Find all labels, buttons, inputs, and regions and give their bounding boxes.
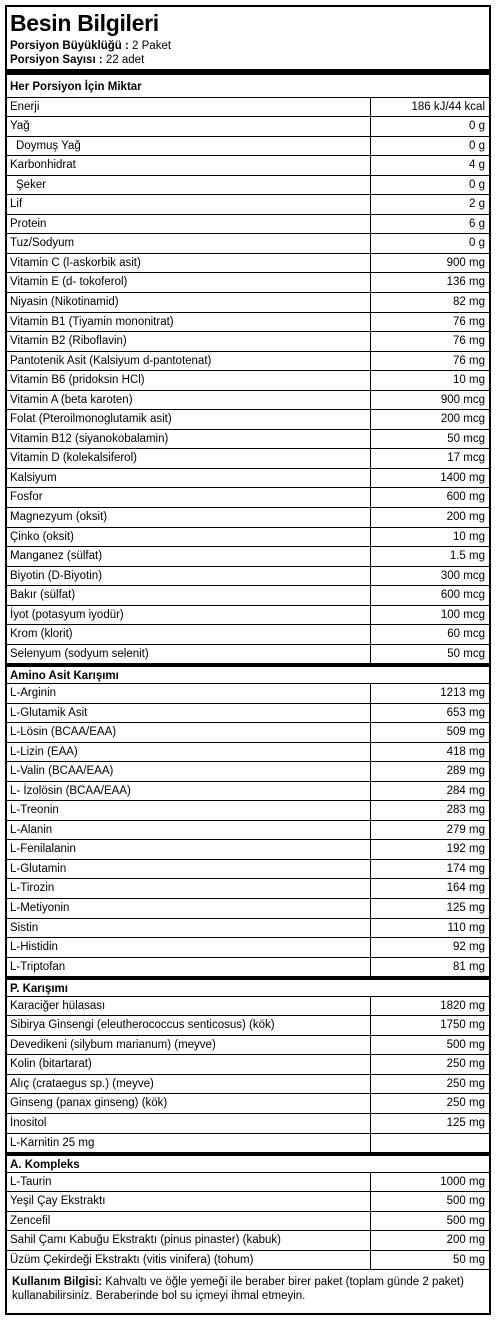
amino-acid-section-header bbox=[7, 664, 489, 684]
nutrient-row bbox=[7, 234, 489, 254]
row-value: 279 mg bbox=[446, 823, 485, 836]
row-value: 0 g bbox=[469, 178, 485, 191]
nutrient-row bbox=[7, 156, 489, 176]
row-label: Sahil Çamı Kabuğu Ekstraktı (pinus pinaster) (kabuk) bbox=[10, 1234, 282, 1247]
nutrient-row bbox=[7, 625, 489, 645]
row-label: Vitamin A (beta karoten) bbox=[10, 393, 133, 406]
amount-per-serving-header bbox=[7, 78, 489, 98]
row-label: Krom (klorit) bbox=[10, 628, 73, 641]
column-divider bbox=[370, 391, 371, 410]
column-divider bbox=[370, 1173, 371, 1192]
row-label: L-Lizin (EAA) bbox=[10, 745, 78, 758]
row-label: İnositol bbox=[10, 1116, 47, 1129]
row-label: Vitamin B6 (pridoksin HCl) bbox=[10, 374, 145, 387]
usage-info bbox=[12, 1275, 482, 1303]
amino-row bbox=[7, 762, 489, 782]
servings-count-value: 22 adet bbox=[105, 54, 145, 66]
nutrient-row bbox=[7, 371, 489, 391]
row-label: Vitamin C (l-askorbik asit) bbox=[10, 256, 141, 269]
column-divider bbox=[370, 176, 371, 195]
row-label: L-Alanin bbox=[10, 823, 53, 836]
amount-per-serving-header-label: Her Porsiyon İçin Miktar bbox=[10, 81, 142, 93]
row-value: 600 mcg bbox=[440, 589, 485, 602]
servings-count bbox=[10, 54, 144, 67]
column-divider bbox=[370, 528, 371, 547]
p-mix-section-header bbox=[7, 977, 489, 997]
nutrient-row bbox=[7, 313, 489, 333]
column-divider bbox=[370, 801, 371, 820]
row-label: Yağ bbox=[10, 120, 30, 133]
row-label: Şeker bbox=[16, 178, 47, 191]
row-value: 1750 mg bbox=[440, 1019, 485, 1032]
row-value: 500 mg bbox=[446, 1214, 485, 1227]
nutrient-row bbox=[7, 430, 489, 450]
nutrient-row bbox=[7, 332, 489, 352]
row-value: 250 mg bbox=[446, 1097, 485, 1110]
row-label: Magnezyum (oksit) bbox=[10, 511, 108, 524]
row-value: 289 mg bbox=[446, 765, 485, 778]
nutrition-table bbox=[7, 78, 489, 1270]
a-complex-row bbox=[7, 1173, 489, 1193]
page-title: Besin Bilgileri bbox=[10, 10, 159, 36]
row-label: L-Taurin bbox=[10, 1175, 52, 1188]
row-value: 200 mg bbox=[446, 1234, 485, 1247]
column-divider bbox=[370, 704, 371, 723]
column-divider bbox=[370, 625, 371, 644]
nutrient-row bbox=[7, 567, 489, 587]
row-value: 653 mg bbox=[446, 706, 485, 719]
column-divider bbox=[370, 469, 371, 488]
column-divider bbox=[370, 371, 371, 390]
column-divider bbox=[370, 430, 371, 449]
row-label: Bakır (sülfat) bbox=[10, 589, 76, 602]
column-divider bbox=[370, 547, 371, 566]
column-divider bbox=[370, 606, 371, 625]
row-label: L-Histidin bbox=[10, 941, 58, 954]
row-value: 1000 mg bbox=[440, 1175, 485, 1188]
row-label: Tuz/Sodyum bbox=[10, 237, 75, 250]
p-mix-section-header-label: P. Karışımı bbox=[10, 983, 68, 996]
a-complex-section-header bbox=[7, 1153, 489, 1173]
p-mix-row bbox=[7, 1094, 489, 1114]
row-value: 136 mg bbox=[446, 276, 485, 289]
row-label: İyot (potasyum iyodür) bbox=[10, 608, 124, 621]
amino-row bbox=[7, 919, 489, 939]
column-divider bbox=[370, 997, 371, 1016]
row-label: Pantotenik Asit (Kalsiyum d-pantotenat) bbox=[10, 354, 212, 367]
column-divider bbox=[370, 215, 371, 234]
serving-size-label: Porsiyon Büyüklüğü : bbox=[10, 40, 129, 52]
row-value: 60 mcg bbox=[447, 628, 485, 641]
column-divider bbox=[370, 782, 371, 801]
row-value: 17 mcg bbox=[447, 452, 485, 465]
row-label: Vitamin B2 (Riboflavin) bbox=[10, 335, 127, 348]
row-value: 100 mcg bbox=[440, 608, 485, 621]
row-value: 174 mg bbox=[446, 862, 485, 875]
column-divider bbox=[370, 879, 371, 898]
row-value: 418 mg bbox=[446, 745, 485, 758]
p-mix-row bbox=[7, 1016, 489, 1036]
nutrient-row bbox=[7, 469, 489, 489]
row-value: 250 mg bbox=[446, 1077, 485, 1090]
column-divider bbox=[370, 938, 371, 957]
row-label: Folat (Pteroilmonoglutamik asit) bbox=[10, 413, 172, 426]
row-label: L-Valin (BCAA/EAA) bbox=[10, 765, 114, 778]
servings-count-label: Porsiyon Sayısı : bbox=[10, 54, 103, 66]
column-divider bbox=[370, 449, 371, 468]
nutrient-row bbox=[7, 352, 489, 372]
row-value: 192 mg bbox=[446, 843, 485, 856]
row-value: 0 g bbox=[469, 120, 485, 133]
column-divider bbox=[370, 273, 371, 292]
amino-row bbox=[7, 782, 489, 802]
column-divider bbox=[370, 1251, 371, 1270]
row-label: L-Glutamin bbox=[10, 862, 67, 875]
amino-acid-section-header-label: Amino Asit Karışımı bbox=[10, 670, 119, 683]
a-complex-row bbox=[7, 1251, 489, 1271]
row-value: 125 mg bbox=[446, 1116, 485, 1129]
row-label: Karaciğer hülasası bbox=[10, 999, 106, 1012]
row-label: L-Fenilalanin bbox=[10, 843, 76, 856]
p-mix-row bbox=[7, 1134, 489, 1154]
row-value: 50 mcg bbox=[447, 647, 485, 660]
nutrient-row bbox=[7, 547, 489, 567]
row-value: 164 mg bbox=[446, 882, 485, 895]
p-mix-row bbox=[7, 1055, 489, 1075]
column-divider bbox=[370, 254, 371, 273]
p-mix-row bbox=[7, 1114, 489, 1134]
row-label: Sibirya Ginsengi (eleutherococcus senticosus) (kök) bbox=[10, 1019, 275, 1032]
row-value: 186 kJ/44 kcal bbox=[411, 100, 485, 113]
column-divider bbox=[370, 156, 371, 175]
column-divider bbox=[370, 488, 371, 507]
row-label: Doymuş Yağ bbox=[16, 139, 81, 152]
row-value: 10 mg bbox=[453, 530, 485, 543]
column-divider bbox=[370, 508, 371, 527]
row-label: L-Treonin bbox=[10, 804, 59, 817]
column-divider bbox=[370, 1212, 371, 1231]
row-label: Manganez (sülfat) bbox=[10, 550, 103, 563]
nutrient-row bbox=[7, 508, 489, 528]
nutrient-row bbox=[7, 98, 489, 118]
column-divider bbox=[370, 723, 371, 742]
row-value: 200 mcg bbox=[440, 413, 485, 426]
a-complex-row bbox=[7, 1212, 489, 1232]
row-value: 76 mg bbox=[453, 354, 485, 367]
row-value: 900 mg bbox=[446, 256, 485, 269]
row-value: 76 mg bbox=[453, 315, 485, 328]
column-divider bbox=[370, 1192, 371, 1211]
row-value: 284 mg bbox=[446, 784, 485, 797]
row-label: Vitamin D (kolekalsiferol) bbox=[10, 452, 137, 465]
nutrient-row bbox=[7, 586, 489, 606]
usage-label: Kullanım Bilgisi: bbox=[12, 1276, 103, 1288]
row-value: 1820 mg bbox=[440, 999, 485, 1012]
nutrient-row bbox=[7, 215, 489, 235]
column-divider bbox=[370, 762, 371, 781]
row-label: Lif bbox=[10, 198, 23, 211]
row-value: 50 mcg bbox=[447, 432, 485, 445]
row-label: Sistin bbox=[10, 921, 39, 934]
column-divider bbox=[370, 1231, 371, 1250]
usage-text: Kahvaltı ve öğle yemeği ile beraber birer paket (toplam günde 2 paket) kullanabilirsiniz. Beraberinde bol su içmeyi ihmal etmeyin. bbox=[12, 1276, 464, 1302]
row-value: 0 g bbox=[469, 237, 485, 250]
row-value: 300 mcg bbox=[440, 569, 485, 582]
row-value: 1.5 mg bbox=[449, 550, 485, 563]
amino-row bbox=[7, 704, 489, 724]
row-label: L-Metiyonin bbox=[10, 901, 70, 914]
column-divider bbox=[370, 743, 371, 762]
column-divider bbox=[370, 137, 371, 156]
column-divider bbox=[370, 1055, 371, 1074]
column-divider bbox=[370, 1114, 371, 1133]
row-value: 6 g bbox=[469, 217, 485, 230]
serving-size bbox=[10, 40, 171, 53]
row-label: Kolin (bitartarat) bbox=[10, 1058, 92, 1071]
nutrient-row bbox=[7, 195, 489, 215]
column-divider bbox=[370, 352, 371, 371]
nutrient-row bbox=[7, 645, 489, 665]
p-mix-row bbox=[7, 1036, 489, 1056]
row-label: Çinko (oksit) bbox=[10, 530, 74, 543]
column-divider bbox=[370, 1016, 371, 1035]
nutrient-row bbox=[7, 273, 489, 293]
row-value: 4 g bbox=[469, 159, 485, 172]
row-value: 2 g bbox=[469, 198, 485, 211]
column-divider bbox=[370, 684, 371, 703]
nutrient-row bbox=[7, 176, 489, 196]
row-label: L-Glutamik Asit bbox=[10, 706, 88, 719]
row-value: 200 mg bbox=[446, 511, 485, 524]
row-label: L-Karnitin 25 mg bbox=[10, 1136, 95, 1149]
row-label: Niyasin (Nikotinamid) bbox=[10, 296, 119, 309]
amino-row bbox=[7, 860, 489, 880]
column-divider bbox=[370, 234, 371, 253]
row-label: Vitamin E (d- tokoferol) bbox=[10, 276, 128, 289]
column-divider bbox=[370, 293, 371, 312]
column-divider bbox=[370, 821, 371, 840]
column-divider bbox=[370, 1075, 371, 1094]
nutrient-row bbox=[7, 391, 489, 411]
column-divider bbox=[370, 117, 371, 136]
column-divider bbox=[370, 195, 371, 214]
amino-row bbox=[7, 684, 489, 704]
nutrient-row bbox=[7, 117, 489, 137]
row-label: Ginseng (panax ginseng) (kök) bbox=[10, 1097, 168, 1110]
row-label: Zencefil bbox=[10, 1214, 51, 1227]
row-value: 250 mg bbox=[446, 1058, 485, 1071]
nutrient-row bbox=[7, 137, 489, 157]
column-divider bbox=[370, 840, 371, 859]
column-divider bbox=[370, 919, 371, 938]
nutrient-row bbox=[7, 254, 489, 274]
column-divider bbox=[370, 98, 371, 117]
row-label: Biyotin (D-Biyotin) bbox=[10, 569, 103, 582]
row-value: 500 mg bbox=[446, 1038, 485, 1051]
column-divider bbox=[370, 899, 371, 918]
row-label: Devedikeni (silybum marianum) (meyve) bbox=[10, 1038, 216, 1051]
row-label: Selenyum (sodyum selenit) bbox=[10, 647, 149, 660]
row-label: L-Lösin (BCAA/EAA) bbox=[10, 726, 117, 739]
amino-row bbox=[7, 938, 489, 958]
row-value: 110 mg bbox=[447, 921, 485, 934]
a-complex-section-header-label: A. Kompleks bbox=[10, 1159, 80, 1172]
nutrient-row bbox=[7, 410, 489, 430]
column-divider bbox=[370, 332, 371, 351]
row-label: Fosfor bbox=[10, 491, 43, 504]
serving-size-value: 2 Paket bbox=[132, 40, 172, 52]
row-value: 283 mg bbox=[446, 804, 485, 817]
nutrient-row bbox=[7, 293, 489, 313]
p-mix-row bbox=[7, 1075, 489, 1095]
row-label: Karbonhidrat bbox=[10, 159, 76, 172]
row-label: Protein bbox=[10, 217, 47, 230]
column-divider bbox=[370, 958, 371, 977]
column-divider bbox=[370, 567, 371, 586]
top-divider bbox=[7, 69, 491, 75]
row-value: 600 mg bbox=[446, 491, 485, 504]
nutrient-row bbox=[7, 528, 489, 548]
row-label: Vitamin B1 (Tiyamin mononitrat) bbox=[10, 315, 174, 328]
amino-row bbox=[7, 958, 489, 978]
row-value: 82 mg bbox=[453, 296, 485, 309]
row-label: L-Arginin bbox=[10, 686, 57, 699]
row-label: L-Tirozin bbox=[10, 882, 55, 895]
row-value: 500 mg bbox=[446, 1195, 485, 1208]
row-value: 0 g bbox=[469, 139, 485, 152]
column-divider bbox=[370, 1036, 371, 1055]
row-value: 81 mg bbox=[453, 960, 485, 973]
row-label: Alıç (crataegus sp.) (meyve) bbox=[10, 1077, 154, 1090]
row-label: Vitamin B12 (siyanokobalamin) bbox=[10, 432, 169, 445]
amino-row bbox=[7, 879, 489, 899]
amino-row bbox=[7, 899, 489, 919]
column-divider bbox=[370, 410, 371, 429]
nutrient-row bbox=[7, 606, 489, 626]
row-value: 125 mg bbox=[446, 901, 485, 914]
row-value: 92 mg bbox=[453, 941, 485, 954]
row-value: 509 mg bbox=[446, 726, 485, 739]
row-label: Üzüm Çekirdeği Ekstraktı (vitis vinifera) (tohum) bbox=[10, 1253, 254, 1266]
row-value: 76 mg bbox=[453, 335, 485, 348]
nutrient-row bbox=[7, 449, 489, 469]
column-divider bbox=[370, 860, 371, 879]
row-value: 1213 mg bbox=[440, 686, 485, 699]
row-value: 900 mcg bbox=[440, 393, 485, 406]
row-value: 10 mg bbox=[453, 374, 485, 387]
row-value: 1400 mg bbox=[440, 471, 485, 484]
a-complex-row bbox=[7, 1231, 489, 1251]
row-label: Enerji bbox=[10, 100, 40, 113]
row-label: Yeşil Çay Ekstraktı bbox=[10, 1195, 106, 1208]
amino-row bbox=[7, 743, 489, 763]
column-divider bbox=[370, 645, 371, 664]
column-divider bbox=[370, 1134, 371, 1153]
a-complex-row bbox=[7, 1192, 489, 1212]
p-mix-row bbox=[7, 997, 489, 1017]
row-label: L- İzolösin (BCAA/EAA) bbox=[10, 784, 131, 797]
amino-row bbox=[7, 723, 489, 743]
amino-row bbox=[7, 821, 489, 841]
column-divider bbox=[370, 586, 371, 605]
column-divider bbox=[370, 313, 371, 332]
row-label: L-Triptofan bbox=[10, 960, 66, 973]
row-label: Kalsiyum bbox=[10, 471, 57, 484]
nutrient-row bbox=[7, 488, 489, 508]
amino-row bbox=[7, 840, 489, 860]
amino-row bbox=[7, 801, 489, 821]
column-divider bbox=[370, 1094, 371, 1113]
row-value: 50 mg bbox=[453, 1253, 485, 1266]
